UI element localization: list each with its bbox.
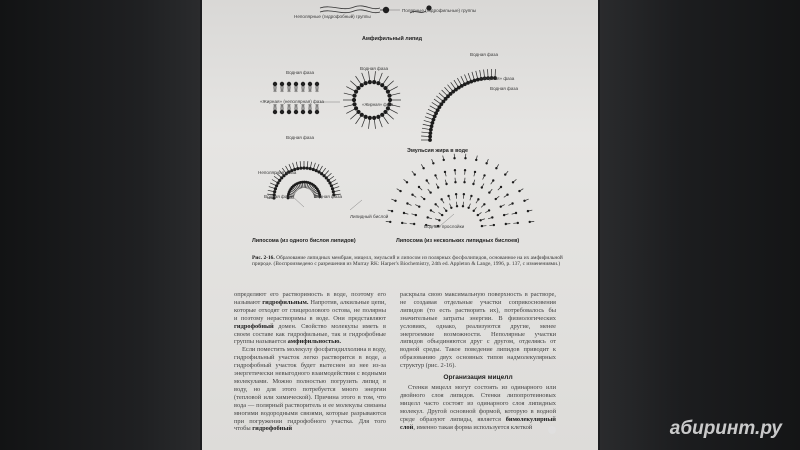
title-amphiphilic-lipid: Амфифильный липид [362,36,423,42]
liposome-multi-bilayer-diagram [386,154,534,228]
title-liposome-single: Липосома (из одного бислоя липидов) [252,238,356,244]
term-hydrophobic: гидрофобный [234,322,274,330]
watermark-logo-icon [548,426,556,434]
term-hydrophilic: гидрофильным. [262,298,309,306]
micelle-label-core: «Жирная» фаза [362,102,394,107]
term-bimolecular-layer: бимолекулярный слой [400,415,556,431]
left-p2: Если поместить молекулу фосфатидилхолина в воду, гидрофильный участок легко растворится в воде, а гидрофобный участок будет вытеснен из нее из-за энергетически невыгодного взаимодействия с водными молекулами. Можно полностью погрузить липид в воду, но для этого потребуется много энергии (тепловой или химической). Причина этого в том, что вода — полярный растворитель и ее молекулы связаны многими водородными связями, которые разрываются при погружении гидрофобного участка. Для того чтобы [234,346,386,433]
figure-caption [252,255,564,268]
micelle-diagram [343,71,401,129]
title-liposome-multi: Липосома (из нескольких липидных бислоев) [396,238,520,244]
right-p2: Стенки мицелл могут состоять из одинарного или двойного слоя липидов. Стенки липопротеиновых мицелл часто состоят из одинарного слоя липидных молекул. Другой основной формой, которую в водной среде образуют липиды, является [400,383,556,423]
emulsion-label-water-2: Водная фаза [490,86,518,91]
emulsion-label-fat: «Жирная» фаза [480,76,515,81]
liposome-label-water-in: Водная фаза [314,194,342,199]
bilayer-label-water-bottom: Водная фаза [286,135,314,140]
text-column-right [400,291,556,431]
right-p1: раскрыла свою максимальную поверхность в растворе, не создавая отдельные участки соприкосновения липидов (то есть растворить их), потребовалось бы значительные затраты энергии. В физиологических условиях, однако, реализуются другие, менее энергоемкие возможности. Неполярные участки липидов объединяются друг с другом, отделяясь от водной среды. Такое поведение липидов приводит к образованию двух основных типов надмолекулярных структур (рис. 2-16). [400,291,556,370]
lipid-bilayer-diagram [273,82,340,114]
liposome-label-nonpolar: Неполярная фаза [258,170,297,175]
right-p2-b: , именно такая форма используется клеткой [413,423,533,431]
watermark-text: абиринт.ру [669,418,782,439]
micelle-label-water: Водная фаза [360,66,388,71]
device-bezel-right [600,0,800,450]
liposome-label-compartment: Водные прослойки [424,224,465,229]
liposome-label-water-out: Водная фаза [264,194,292,199]
legend-polar-groups: Полярные (гидрофильные) группы [402,8,477,13]
legend-nonpolar-groups: Неполярные (гидрофобные) группы [294,14,371,19]
term-amphiphilicity: амфифильностью. [287,338,342,346]
emulsion-label-water: Водная фаза [470,52,498,57]
caption-text: Образование липидных мембран, мицелл, эмульсий и липосом из полярных фосфолипидов, основанное на их амфифильной природе. (Воспроизведено с разрешения из Murray RK: Harper's Biochemistry, 24th ed. Appleton & Lange, 1996, р. 137, с изменениями.) [252,255,563,268]
liposome-label-bilayer: Липидный бислой [350,214,389,219]
device-bezel-left [0,0,200,450]
bilayer-label-fat-phase: «Жирная» (неполярная) фаза [260,99,324,104]
caption-label: Рис. 2-16. [252,255,275,261]
title-emulsion: Эмульсия жира в воде [407,148,468,154]
section-heading-micelles: Организация мицелл [443,374,513,382]
bilayer-label-water-top: Водная фаза [286,70,314,75]
book-page [202,0,598,450]
left-p1-c: домен. Свойство молекулы иметь в своем составе как гидрофильные, так и гидрофобные группы называется [234,322,386,346]
term-hydrophobic-2: гидрофобный [252,425,292,433]
text-column-left [234,291,386,433]
left-p1-b: Напротив, алкильные цепи, которые отходят от глицеролового остова, не полярны и поэтому нерастворимы в воде. Они представляют [234,298,386,322]
left-p1-a: определяют его растворимость в воде, поэтому его называют [234,291,386,306]
